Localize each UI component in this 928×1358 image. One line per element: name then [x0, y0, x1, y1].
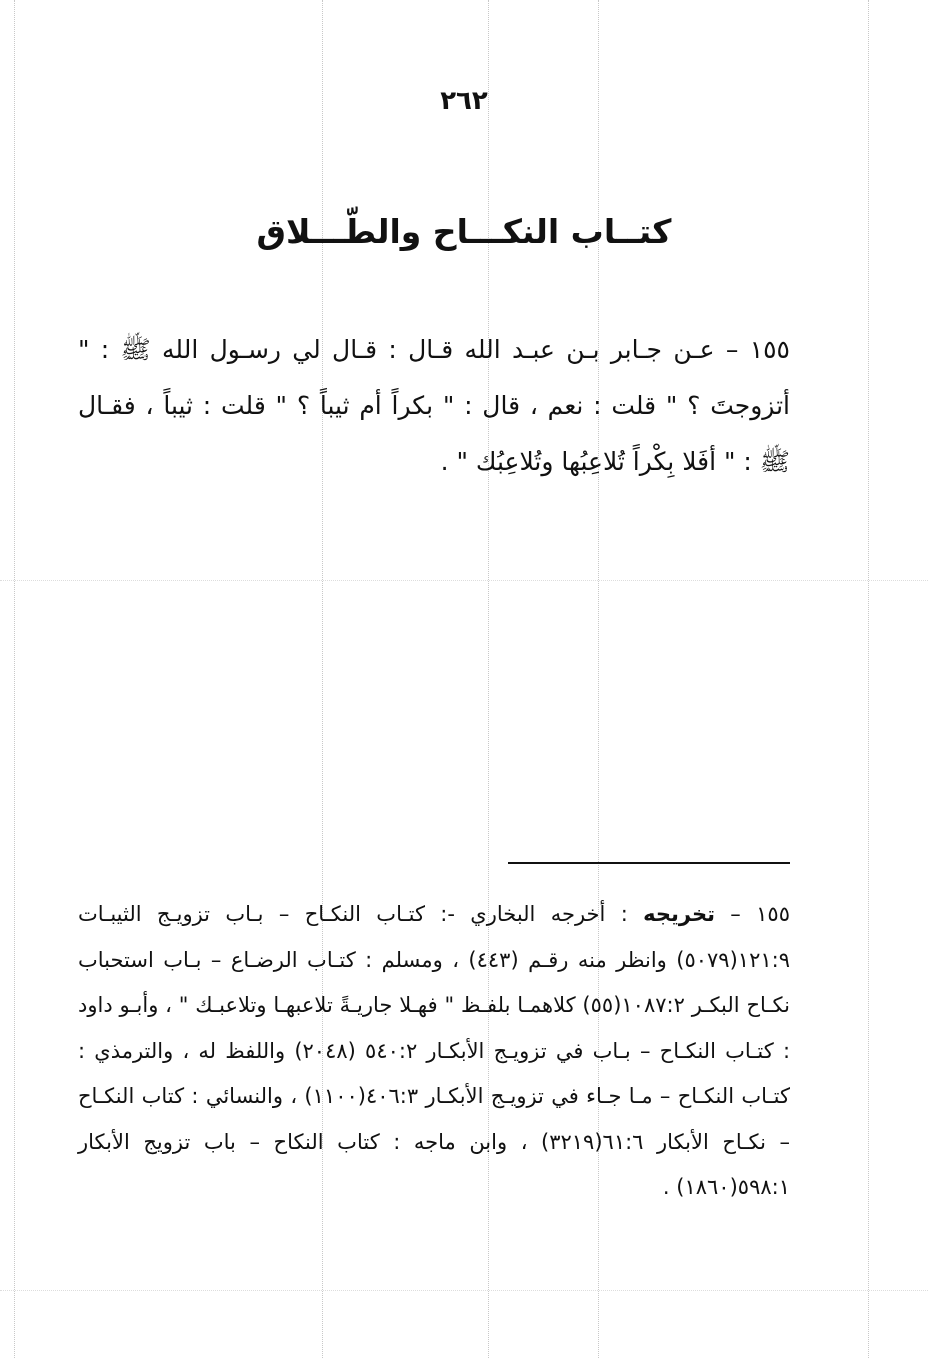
footnote-number: ١٥٥ –: [714, 902, 790, 926]
scan-guide-line: [0, 580, 928, 581]
footnote-label: تخريجه: [643, 902, 715, 926]
hadith-text-block: [78, 322, 790, 490]
scan-guide-line: [868, 0, 869, 1358]
page-number: ٢٦٢: [440, 86, 488, 116]
chapter-title: كتــاب النكـــاح والطّـــلاق: [256, 212, 672, 251]
footnote-divider: [508, 862, 790, 864]
hadith-paragraph: ١٥٥ – عـن جـابر بـن عبـد الله قـال : قـال لي رسـول الله ﷺ : " أتزوجتَ ؟ " قلت : نعم ، قال : " بكراً أم ثيباً ؟ " قلت : ثيباً ، فقـال ﷺ : " أفَلا بِكْراً تُلاعِبُها وتُلاعِبُك " .: [78, 335, 790, 476]
scan-guide-line: [14, 0, 15, 1358]
footnote-block: [78, 892, 790, 1211]
scan-guide-line: [0, 1290, 928, 1291]
footnote-paragraph: [78, 892, 790, 1211]
footnote-text: : أخرجه البخاري -: كتـاب النكـاح – بـاب تزويـج الثيبـات ١٢١:٩(٥٠٧٩) وانظر منه رقـم (٤٤٣) ، ومسلم : كتـاب الرضـاع – بـاب استحباب نكـاح البكـر ١٠٨٧:٢(٥٥) كلاهمـا بلفـظ " فهـلا جاريـةً تلاعبهـا وتلاعبـك " ، وأبـو داود : كتـاب النكـاح – بـاب في تزويـج الأبكـار ٥٤٠:٢ (٢٠٤٨) واللفظ له ، والترمذي : كتـاب النكـاح – مـا جـاء في تزويـج الأبكـار ٤٠٦:٣(١١٠٠) ، والنسائي : كتاب النكـاح – نكـاح الأبكار ٦١:٦(٣٢١٩) ، وابن ماجه : كتاب النكاح – باب تزويج الأبكار ٥٩٨:١(١٨٦٠) .: [78, 902, 791, 1199]
